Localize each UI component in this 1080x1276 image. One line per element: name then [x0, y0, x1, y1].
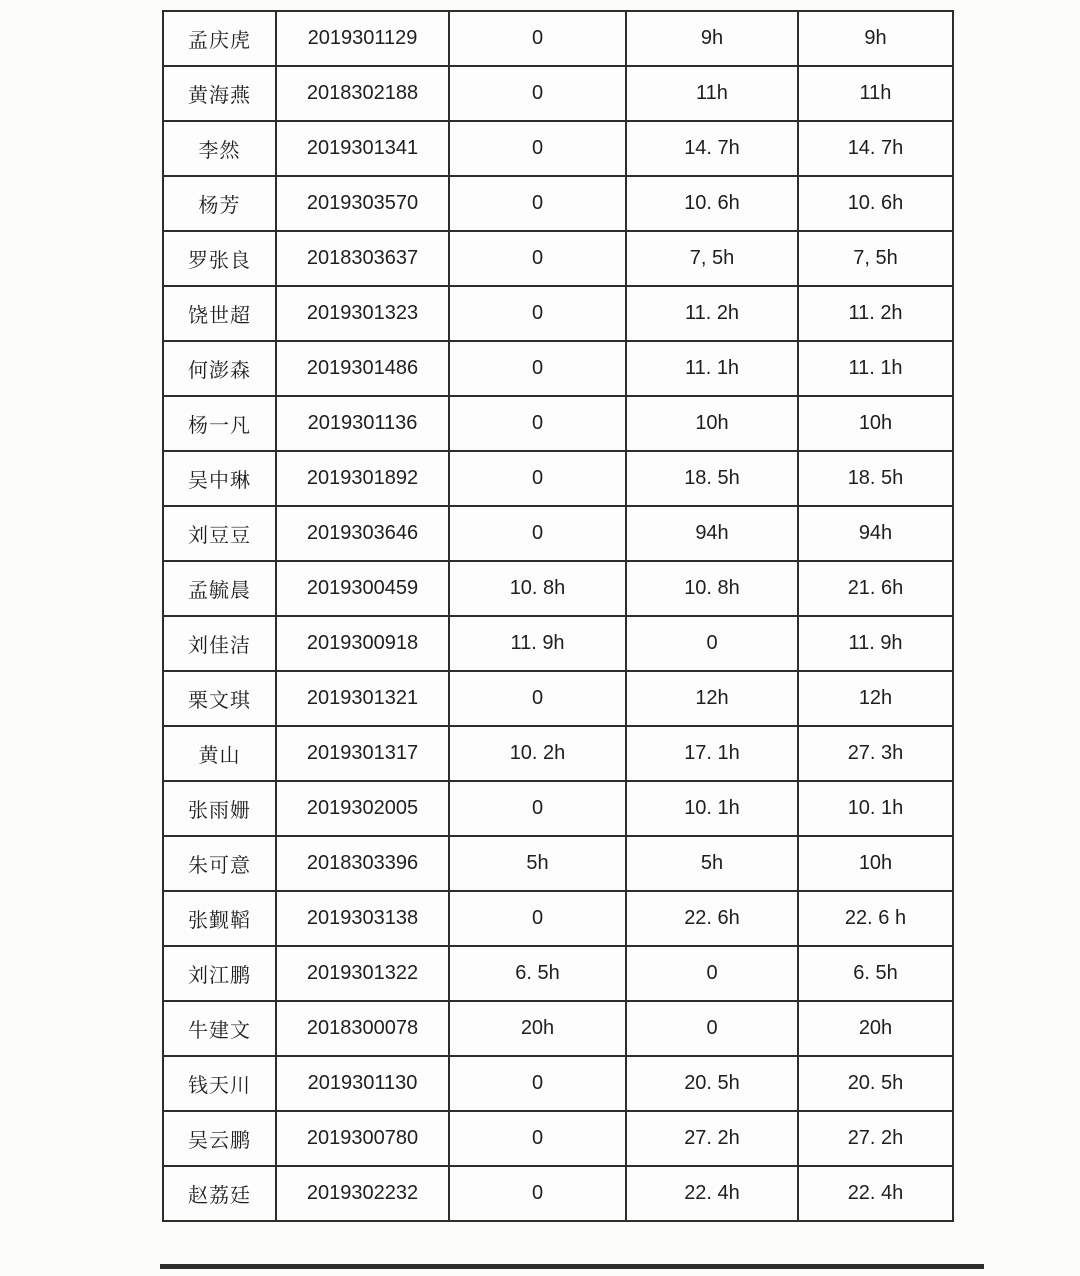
cell-name: 钱天川: [163, 1056, 276, 1111]
table-row: [163, 176, 953, 231]
cell-name: 黄海燕: [163, 66, 276, 121]
cell-hours-a: 0: [449, 671, 626, 726]
cell-hours-b: 9h: [626, 11, 798, 66]
cell-name: 李然: [163, 121, 276, 176]
cell-hours-b: 27. 2h: [626, 1111, 798, 1166]
cell-student-id: 2019302005: [276, 781, 449, 836]
cell-name: 刘江鹏: [163, 946, 276, 1001]
table-row: [163, 396, 953, 451]
cell-hours-a: 0: [449, 1056, 626, 1111]
cell-hours-b: 22. 4h: [626, 1166, 798, 1221]
cell-hours-total: 14. 7h: [798, 121, 953, 176]
cell-name: 刘佳洁: [163, 616, 276, 671]
cell-hours-total: 10h: [798, 396, 953, 451]
cell-name: 何澎森: [163, 341, 276, 396]
cell-hours-total: 10h: [798, 836, 953, 891]
cell-hours-total: 22. 4h: [798, 1166, 953, 1221]
cell-hours-b: 5h: [626, 836, 798, 891]
cell-hours-a: 0: [449, 1166, 626, 1221]
cell-student-id: 2019301486: [276, 341, 449, 396]
cell-hours-total: 11. 2h: [798, 286, 953, 341]
table-row: [163, 1056, 953, 1111]
table-row: [163, 1111, 953, 1166]
cell-hours-a: 0: [449, 121, 626, 176]
bottom-rule: [160, 1264, 984, 1269]
cell-hours-b: 14. 7h: [626, 121, 798, 176]
cell-student-id: 2018303396: [276, 836, 449, 891]
cell-hours-a: 0: [449, 781, 626, 836]
table-row: [163, 286, 953, 341]
cell-hours-b: 18. 5h: [626, 451, 798, 506]
cell-student-id: 2019301323: [276, 286, 449, 341]
table-row: [163, 231, 953, 286]
cell-student-id: 2019301321: [276, 671, 449, 726]
cell-hours-a: 10. 2h: [449, 726, 626, 781]
table-row: [163, 781, 953, 836]
cell-student-id: 2019300780: [276, 1111, 449, 1166]
cell-name: 张雨姗: [163, 781, 276, 836]
cell-name: 刘豆豆: [163, 506, 276, 561]
cell-hours-b: 0: [626, 1001, 798, 1056]
cell-hours-b: 0: [626, 616, 798, 671]
cell-hours-total: 11h: [798, 66, 953, 121]
cell-name: 张觐鞱: [163, 891, 276, 946]
cell-hours-b: 7, 5h: [626, 231, 798, 286]
cell-hours-total: 94h: [798, 506, 953, 561]
cell-name: 牛建文: [163, 1001, 276, 1056]
cell-name: 饶世超: [163, 286, 276, 341]
hours-table-body: [163, 11, 953, 1221]
table-row: [163, 1166, 953, 1221]
table-row: [163, 66, 953, 121]
cell-hours-a: 5h: [449, 836, 626, 891]
hours-table-container: [162, 10, 954, 1222]
cell-name: 吴中琳: [163, 451, 276, 506]
hours-table: [162, 10, 954, 1222]
table-row: [163, 726, 953, 781]
cell-hours-a: 0: [449, 176, 626, 231]
table-row: [163, 341, 953, 396]
table-row: [163, 451, 953, 506]
cell-hours-a: 0: [449, 11, 626, 66]
cell-hours-a: 6. 5h: [449, 946, 626, 1001]
cell-hours-total: 22. 6 h: [798, 891, 953, 946]
cell-hours-a: 0: [449, 396, 626, 451]
cell-hours-total: 27. 3h: [798, 726, 953, 781]
table-row: [163, 121, 953, 176]
cell-hours-a: 0: [449, 231, 626, 286]
cell-student-id: 2019301130: [276, 1056, 449, 1111]
cell-student-id: 2019303646: [276, 506, 449, 561]
cell-hours-b: 10. 6h: [626, 176, 798, 231]
cell-hours-a: 11. 9h: [449, 616, 626, 671]
cell-hours-b: 10h: [626, 396, 798, 451]
cell-hours-b: 20. 5h: [626, 1056, 798, 1111]
cell-hours-a: 10. 8h: [449, 561, 626, 616]
cell-hours-a: 0: [449, 66, 626, 121]
cell-hours-total: 21. 6h: [798, 561, 953, 616]
cell-hours-total: 10. 6h: [798, 176, 953, 231]
cell-student-id: 2018300078: [276, 1001, 449, 1056]
cell-hours-b: 11. 1h: [626, 341, 798, 396]
cell-hours-total: 7, 5h: [798, 231, 953, 286]
cell-hours-total: 18. 5h: [798, 451, 953, 506]
cell-hours-total: 6. 5h: [798, 946, 953, 1001]
table-row: [163, 1001, 953, 1056]
cell-student-id: 2019303138: [276, 891, 449, 946]
cell-name: 杨一凡: [163, 396, 276, 451]
table-row: [163, 891, 953, 946]
cell-student-id: 2019302232: [276, 1166, 449, 1221]
table-row: [163, 506, 953, 561]
cell-hours-b: 11h: [626, 66, 798, 121]
cell-hours-total: 20h: [798, 1001, 953, 1056]
cell-hours-a: 0: [449, 341, 626, 396]
cell-hours-b: 94h: [626, 506, 798, 561]
table-row: [163, 671, 953, 726]
cell-name: 栗文琪: [163, 671, 276, 726]
cell-name: 孟毓晨: [163, 561, 276, 616]
cell-hours-a: 0: [449, 506, 626, 561]
cell-hours-b: 10. 1h: [626, 781, 798, 836]
cell-student-id: 2018303637: [276, 231, 449, 286]
cell-student-id: 2019301136: [276, 396, 449, 451]
cell-hours-a: 0: [449, 891, 626, 946]
cell-hours-b: 10. 8h: [626, 561, 798, 616]
cell-hours-total: 20. 5h: [798, 1056, 953, 1111]
cell-hours-b: 0: [626, 946, 798, 1001]
cell-student-id: 2019303570: [276, 176, 449, 231]
cell-student-id: 2019301129: [276, 11, 449, 66]
cell-name: 赵荔廷: [163, 1166, 276, 1221]
cell-name: 黄山: [163, 726, 276, 781]
cell-student-id: 2019301341: [276, 121, 449, 176]
cell-hours-b: 11. 2h: [626, 286, 798, 341]
cell-hours-a: 0: [449, 451, 626, 506]
table-row: [163, 561, 953, 616]
cell-hours-total: 9h: [798, 11, 953, 66]
cell-hours-total: 12h: [798, 671, 953, 726]
cell-student-id: 2018302188: [276, 66, 449, 121]
cell-hours-total: 27. 2h: [798, 1111, 953, 1166]
cell-hours-b: 12h: [626, 671, 798, 726]
cell-hours-total: 11. 1h: [798, 341, 953, 396]
cell-name: 罗张良: [163, 231, 276, 286]
cell-name: 孟庆虎: [163, 11, 276, 66]
cell-name: 朱可意: [163, 836, 276, 891]
table-row: [163, 616, 953, 671]
cell-hours-total: 11. 9h: [798, 616, 953, 671]
cell-hours-total: 10. 1h: [798, 781, 953, 836]
cell-student-id: 2019300918: [276, 616, 449, 671]
cell-student-id: 2019301322: [276, 946, 449, 1001]
cell-student-id: 2019301892: [276, 451, 449, 506]
table-row: [163, 946, 953, 1001]
cell-name: 吴云鹏: [163, 1111, 276, 1166]
cell-name: 杨芳: [163, 176, 276, 231]
table-row: [163, 836, 953, 891]
table-row: [163, 11, 953, 66]
cell-student-id: 2019300459: [276, 561, 449, 616]
cell-hours-b: 17. 1h: [626, 726, 798, 781]
cell-hours-a: 0: [449, 1111, 626, 1166]
cell-hours-a: 0: [449, 286, 626, 341]
cell-student-id: 2019301317: [276, 726, 449, 781]
cell-hours-b: 22. 6h: [626, 891, 798, 946]
cell-hours-a: 20h: [449, 1001, 626, 1056]
